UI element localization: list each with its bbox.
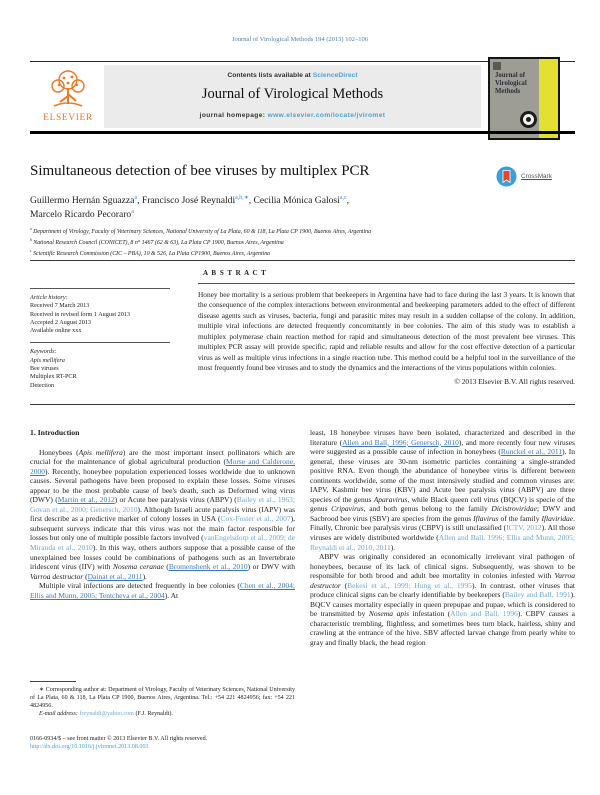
text-line: Received in revised form 1 August 2013 bbox=[30, 310, 131, 318]
text-line: Journal of bbox=[495, 72, 526, 79]
journal-homepage-link[interactable]: www.elsevier.com/locate/jviromet bbox=[267, 112, 386, 119]
article-info-column bbox=[30, 288, 170, 390]
text-line: Apis mellifera bbox=[30, 356, 65, 364]
elsevier-wordmark: ELSEVIER bbox=[43, 113, 93, 123]
footnote-rule bbox=[30, 681, 76, 682]
text-line: Marcelo Ricardo Pecoraro$^a$ bbox=[30, 208, 134, 220]
author-list bbox=[30, 193, 500, 220]
crossmark-badge[interactable] bbox=[496, 166, 552, 187]
text-line: Multiplex RT-PCR bbox=[30, 373, 77, 381]
introduction-paragraphs-right bbox=[310, 428, 575, 648]
article-title: Simultaneous detection of bee viruses by multiplex PCR bbox=[30, 163, 370, 179]
text-line: $^a$ Department of Virology, Faculty of Veterinary Sciences, National University of La Plata, 60 & 118, La Plata CP 1900, Buenos Aires, Argentina bbox=[30, 227, 372, 235]
text-line: Bee viruses bbox=[30, 365, 59, 373]
cover-corner-mark bbox=[493, 62, 501, 70]
cover-title bbox=[495, 72, 539, 96]
journal-cover-thumbnail[interactable] bbox=[488, 57, 560, 140]
citation-link[interactable]: Bromenshenk et al., 2010 bbox=[168, 562, 248, 572]
journal-masthead-title: Journal of Virological Methods bbox=[201, 86, 384, 102]
keywords-list bbox=[30, 357, 170, 390]
section-heading-introduction: 1. Introduction bbox=[30, 428, 80, 437]
citation-link[interactable]: Bailey et al., 1963; Govan et al., 2000; Genersch, 2010 bbox=[30, 495, 295, 514]
cover-emblem-icon bbox=[520, 111, 537, 128]
paragraph: ∗ Corresponding author at: Department of Virology, Faculty of Veterinary Sciences, National University of La Plata, 60 & 118, La Plata CP 1900, Buenos Aires, Argentina. Tel.: +54 221 4824956; fax: +54 221 4824956. bbox=[30, 687, 295, 709]
text-line: $^b$ National Research Council (CONICET), 8 n° 1467 (62 & 63), La Plata CP 1900, Buenos Aires, Argentina bbox=[30, 237, 284, 246]
masthead-bottom-rule bbox=[30, 131, 575, 134]
article-history-list bbox=[30, 302, 170, 335]
elsevier-logo bbox=[33, 66, 103, 126]
citation-link[interactable]: Allen and Ball, 1996; Ellis and Munn, 2005; Reynaldi et al., 2010, 2011 bbox=[310, 533, 575, 552]
citation-link[interactable]: freynaldi@yahoo.com bbox=[79, 711, 134, 717]
paragraph: ABPV was originally considered an economically irrelevant viral pathogen of honeybees, because of its lack of clinical signs. Subsequently, was shown to be responsible for both brood and adult bee mortality in colonies infested with Varroa destructor (Bekesi et al., 1999; Hung et al., 1995). In contrast, other viruses that produce clinical signs can be clearly identifiable by beekeepers (Bailey and Ball, 1991). BQCV causes mortality especially in queen prepupae and pupae, which is considered to be transmitted by Nosema apis infestation (Allen and Ball, 1996). CBPV causes a characteristic trembling, flightless, and sometimes bees turn black, hairless, shiny and crawling at the entrance of the hive. SBV affected larvae change from pearly white to gray and finally black, the head region bbox=[310, 552, 576, 648]
imprint-footer bbox=[30, 735, 350, 751]
masthead bbox=[104, 65, 481, 128]
citation-link[interactable]: Chen et al., 2004; Ellis and Munn, 2005; Tentcheva et al., 2004 bbox=[30, 581, 295, 600]
info-band-top-rule bbox=[30, 260, 575, 261]
text-line: Detection bbox=[30, 381, 55, 389]
citation-link[interactable]: Cox-Foster et al., 2007 bbox=[220, 514, 291, 524]
body-column-right bbox=[310, 428, 575, 648]
affiliation-list bbox=[30, 225, 570, 258]
keywords-label: Keywords: bbox=[30, 348, 57, 356]
citation-link[interactable]: Dainat et al., 2011 bbox=[87, 571, 143, 581]
text-line: $^c$ Scientific Research Commission (CIC – PBA), 10 & 526, La Plata CP1900, Buenos Aires, Argentina bbox=[30, 248, 271, 257]
contents-list-line: Contents lists available at ScienceDirect bbox=[227, 72, 358, 79]
citation-link[interactable]: Bailey and Ball, 1991 bbox=[504, 590, 571, 600]
paragraph: E-mail address: freynaldi@yahoo.com (F.J. Reynaldi). bbox=[39, 711, 173, 717]
crossmark-icon bbox=[496, 166, 517, 187]
abstract-copyright: © 2013 Elsevier B.V. All rights reserved. bbox=[454, 376, 575, 386]
crossmark-label: CrossMark bbox=[521, 173, 552, 180]
footnote-paragraphs bbox=[30, 686, 295, 718]
citation-link[interactable]: Allen and Ball, 1996 bbox=[450, 609, 518, 619]
citation-link[interactable]: Runckel et al., 2011 bbox=[500, 447, 563, 457]
text-line: Received 7 March 2013 bbox=[30, 302, 90, 310]
corresponding-author-footnote bbox=[30, 681, 295, 718]
article-history-label: Article history: bbox=[30, 294, 68, 301]
introduction-paragraphs-left bbox=[30, 448, 295, 601]
citation-link[interactable]: Allen and Ball, 1996; Genersch, 2010 bbox=[342, 437, 459, 447]
info-band-bottom-rule bbox=[30, 404, 575, 405]
citation-link[interactable]: Morse and Calderone, 2000 bbox=[30, 457, 295, 476]
citation-link[interactable]: Martin et al., 2012 bbox=[57, 495, 115, 505]
article-history-rule bbox=[30, 288, 170, 289]
text-line: Available online xxx bbox=[30, 327, 82, 335]
text-line: Methods bbox=[495, 88, 521, 95]
paragraph: Multiple viral infections are detected frequently in bee colonies (Chen et al., 2004; Ellis and Munn, 2005; Tentcheva et al., 2004). At bbox=[30, 581, 295, 600]
citation-link[interactable]: ICTV, 2012 bbox=[506, 523, 542, 533]
body-column-left bbox=[30, 428, 295, 600]
elsevier-tree-icon bbox=[46, 66, 90, 110]
sciencedirect-link[interactable]: ScienceDirect bbox=[312, 72, 358, 79]
text-line: Accepted 2 August 2013 bbox=[30, 318, 92, 326]
paragraph: least, 18 honeybee viruses have been isolated, characterized and described in the literature (Allen and Ball, 1996; Genersch, 2010), and more recently four new viruses were suggested as a possible cause of infection in honeybees (Runckel et al., 2011). In general, these viruses are 30-nm isometric particles containing a single-stranded positive RNA. Even though the abundance of honeybee virus is different between continents worldwide, some of the most intensively studied and common viruses are: IAPV, Kashmir bee virus (KBV) and Acute bee paralysis virus (ABPV) are three species of the genus Aparavirus, while Black queen cell virus (BQCV) is specie of the genus Cripavirus, and both genus belong to the family Dicistroviridae; DWV and Sacbrood bee virus (SBV) are species from the genus Iflavirus of the family Iflaviridae. Finally, Chronic bee paralysis virus (CBPV) is still unclassified (ICTV, 2012). All those viruses are widely distributed worldwide (Allen and Ball, 1996; Ellis and Munn, 2005; Reynaldi et al., 2010, 2011). bbox=[310, 428, 575, 552]
issn-copyright-line: 0166-0934/$ – see front matter © 2013 Elsevier B.V. All rights reserved. bbox=[30, 736, 208, 742]
doi-link[interactable]: http://dx.doi.org/10.1016/j.jviromet.2013.08.003 bbox=[30, 744, 149, 751]
running-head-citation: Journal of Virological Methods 194 (2013) 102–106 bbox=[232, 36, 368, 43]
text-line: Guillermo Hernán Sguazza$^a$, Francisco José Reynaldi$^{a,b,∗}$, Cecilia Mónica Galosi$^{a,c}$, bbox=[30, 195, 349, 207]
journal-homepage-line: journal homepage: www.elsevier.com/locate/jviromet bbox=[199, 112, 386, 119]
citation-link[interactable]: Bekesi et al., 1999; Hung et al., 1995 bbox=[347, 580, 472, 590]
keywords-rule bbox=[30, 342, 170, 343]
citation-link[interactable]: vanEngelsdorp et al., 2009; de Miranda et al., 2010 bbox=[30, 533, 295, 553]
paragraph: Honeybees (Apis mellifera) are the most important insect pollinators which are crucial for the maintenance of global agricultural production (Morse and Calderone, 2000). Recently, honeybee population experienced losses worldwide due to unknown causes. Several pathogens have been proposed to explain these losses. Some viruses appear to be the most probable cause of bee's death, such as Deformed wing virus (DWV) (Martin et al., 2012) or Acute bee paralysis virus (ABPV) (Bailey et al., 1963; Govan et al., 2000; Genersch, 2010). Although Israeli acute paralysis virus (IAPV) was first describe as a predictive marker of colony losses in USA (Cox-Foster et al., 2007), subsequent surveys indicate that this virus was not the main factor responsible for losses but only one of multiple possible factors involved (vanEngelsdorp et al., 2009; de Miranda et al., 2010). In this way, others authors suppose that a possible cause of the unexplained bee losses could be combinations of pathogens such as an Invertebrate iridescent virus (IIV) with Nosema ceranae (Bromenshenk et al., 2010) or DWV with Varroa destructor (Dainat et al., 2011). bbox=[30, 447, 296, 581]
text-line: Virological bbox=[495, 80, 527, 87]
abstract-heading: A B S T R A C T bbox=[203, 269, 267, 277]
abstract-text: Honey bee mortality is a serious problem that beekeepers in Argentina have had to face during the last 3 years. It is known that the consequence of the complex interactions between environmental and beekeeping parameters added to the effect of different disease agents such as viruses, bacteria, fungi and parasitic mites may result in a sudden collapse of the colony. In addition, multiple viral infections are detected frequently concomitantly in bee colonies. The aim of this study was to establish a multiplex polymerase chain reaction method for rapid and simultaneous detection of the most prevalent bee viruses. This multiplex PCR assay will provide specific, rapid and reliable results and allow for the cost effective detection of a particular virus as well as multiple virus infections in a single reaction tube. This method could be a helpful tool in the surveillance of the most frequently found bee viruses and to study the dynamics and the interactions of the virus populations within colonies. © 2013 Elsevier B.V. All rights reserved. bbox=[198, 290, 575, 386]
abstract-rule bbox=[198, 283, 575, 284]
